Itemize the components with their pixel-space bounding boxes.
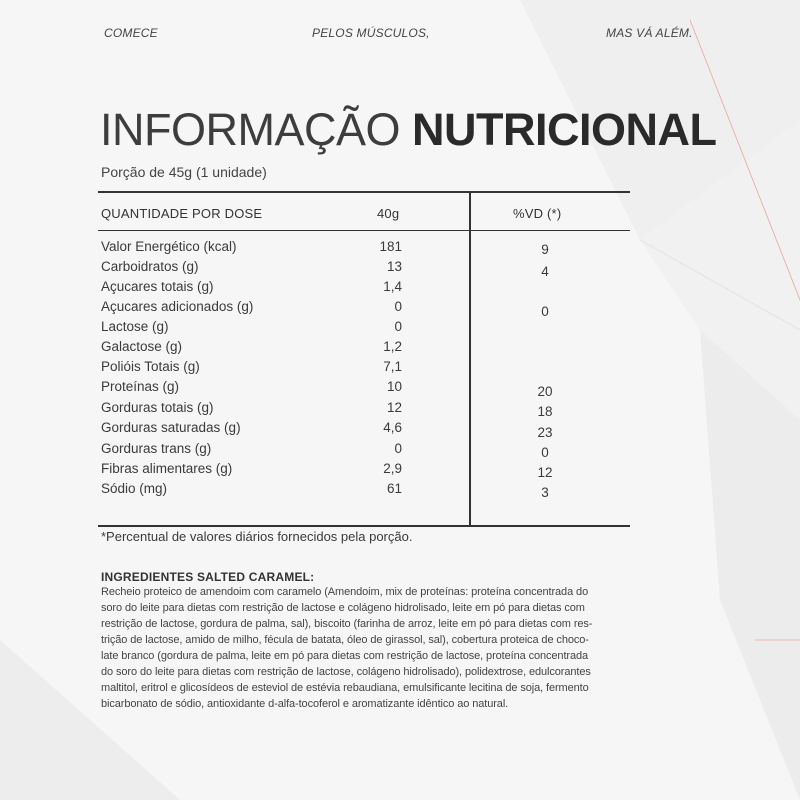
row-value: 1,2 (383, 339, 402, 354)
row-label: Gorduras saturadas (g) (101, 420, 241, 435)
row-label: Fibras alimentares (g) (101, 461, 233, 476)
row-value: 181 (379, 239, 402, 254)
portion-size: Porção de 45g (1 unidade) (101, 164, 267, 180)
page-title (100, 104, 716, 156)
row-value: 61 (386, 481, 402, 496)
tagline-middle: PELOS MÚSCULOS, (312, 26, 430, 40)
row-label: Lactose (g) (101, 319, 169, 334)
row-value: 0 (394, 319, 402, 334)
row-vd: 0 (541, 445, 549, 460)
row-label: Galactose (g) (101, 339, 183, 354)
row-label: Açucares totais (g) (101, 279, 214, 294)
row-value: 2,9 (383, 461, 402, 476)
row-label: Proteínas (g) (101, 379, 180, 394)
row-label: Polióis Totais (g) (101, 359, 200, 374)
row-value: 0 (394, 441, 402, 456)
ingredients-line: do soro do leite para dietas com restrição de lactose, colágeno hidrolisado), polidextrose, edulcorantes (101, 666, 591, 678)
row-value: 12 (386, 400, 402, 415)
ingredients-line: Recheio proteico de amendoim com caramelo (Amendoim, mix de proteínas: proteína concentrada do (101, 586, 589, 598)
row-label: Valor Energético (kcal) (101, 239, 237, 254)
ingredients-line: late branco (gordura de palma, leite em pó para dietas com restrição de lactose, proteína concentrada (101, 650, 589, 662)
row-value: 4,6 (383, 420, 402, 435)
row-vd: 9 (541, 242, 549, 257)
row-vd: 0 (541, 304, 549, 319)
header-quantity: QUANTIDADE POR DOSE (101, 206, 263, 221)
row-value: 0 (394, 299, 402, 314)
row-vd: 23 (537, 425, 553, 440)
row-label: Carboidratos (g) (101, 259, 199, 274)
row-vd: 4 (541, 264, 549, 279)
ingredients-line: bicarbonato de sódio, antioxidante d-alfa-tocoferol e aromatizante idêntico ao natural. (101, 698, 509, 710)
row-vd: 3 (541, 485, 549, 500)
row-vd: 20 (537, 384, 553, 399)
row-value: 13 (386, 259, 402, 274)
tagline-start: COMECE (104, 26, 158, 40)
row-value: 7,1 (383, 359, 402, 374)
row-label: Açucares adicionados (g) (101, 299, 254, 314)
vd-footnote: *Percentual de valores diários fornecidos pela porção. (101, 529, 413, 544)
ingredients-line: trição de lactose, amido de milho, fécula de batata, óleo de girassol, sal), cobertura proteica de choco- (101, 634, 589, 646)
row-label: Gorduras trans (g) (101, 441, 212, 456)
ingredients-line: soro do leite para dietas com restrição de lactose e colágeno hidrolisado, leite em pó para dietas com (101, 602, 585, 614)
ingredients-title: INGREDIENTES SALTED CARAMEL: (101, 570, 315, 584)
row-value: 10 (386, 379, 402, 394)
title-light: INFORMAÇÃO (100, 104, 413, 155)
ingredients-line: restrição de lactose, gordura de palma, sal), biscoito (farinha de arroz, leite em pó para dietas com res- (101, 618, 593, 630)
row-vd: 18 (537, 404, 553, 419)
table-header-divider (98, 230, 630, 231)
row-value: 1,4 (383, 279, 402, 294)
table-column-divider (469, 191, 471, 527)
header-vd: %VD (*) (513, 206, 562, 221)
title-bold: NUTRICIONAL (412, 104, 717, 155)
header-dose: 40g (377, 206, 400, 221)
tagline-end: MAS VÁ ALÉM. (606, 26, 693, 40)
row-label: Sódio (mg) (101, 481, 168, 496)
row-label: Gorduras totais (g) (101, 400, 214, 415)
ingredients-line: maltitol, eritrol e glicosídeos de esteviol de estévia rebaudiana, emulsificante lecitina de soja, fermento (101, 682, 589, 694)
row-vd: 12 (537, 465, 553, 480)
